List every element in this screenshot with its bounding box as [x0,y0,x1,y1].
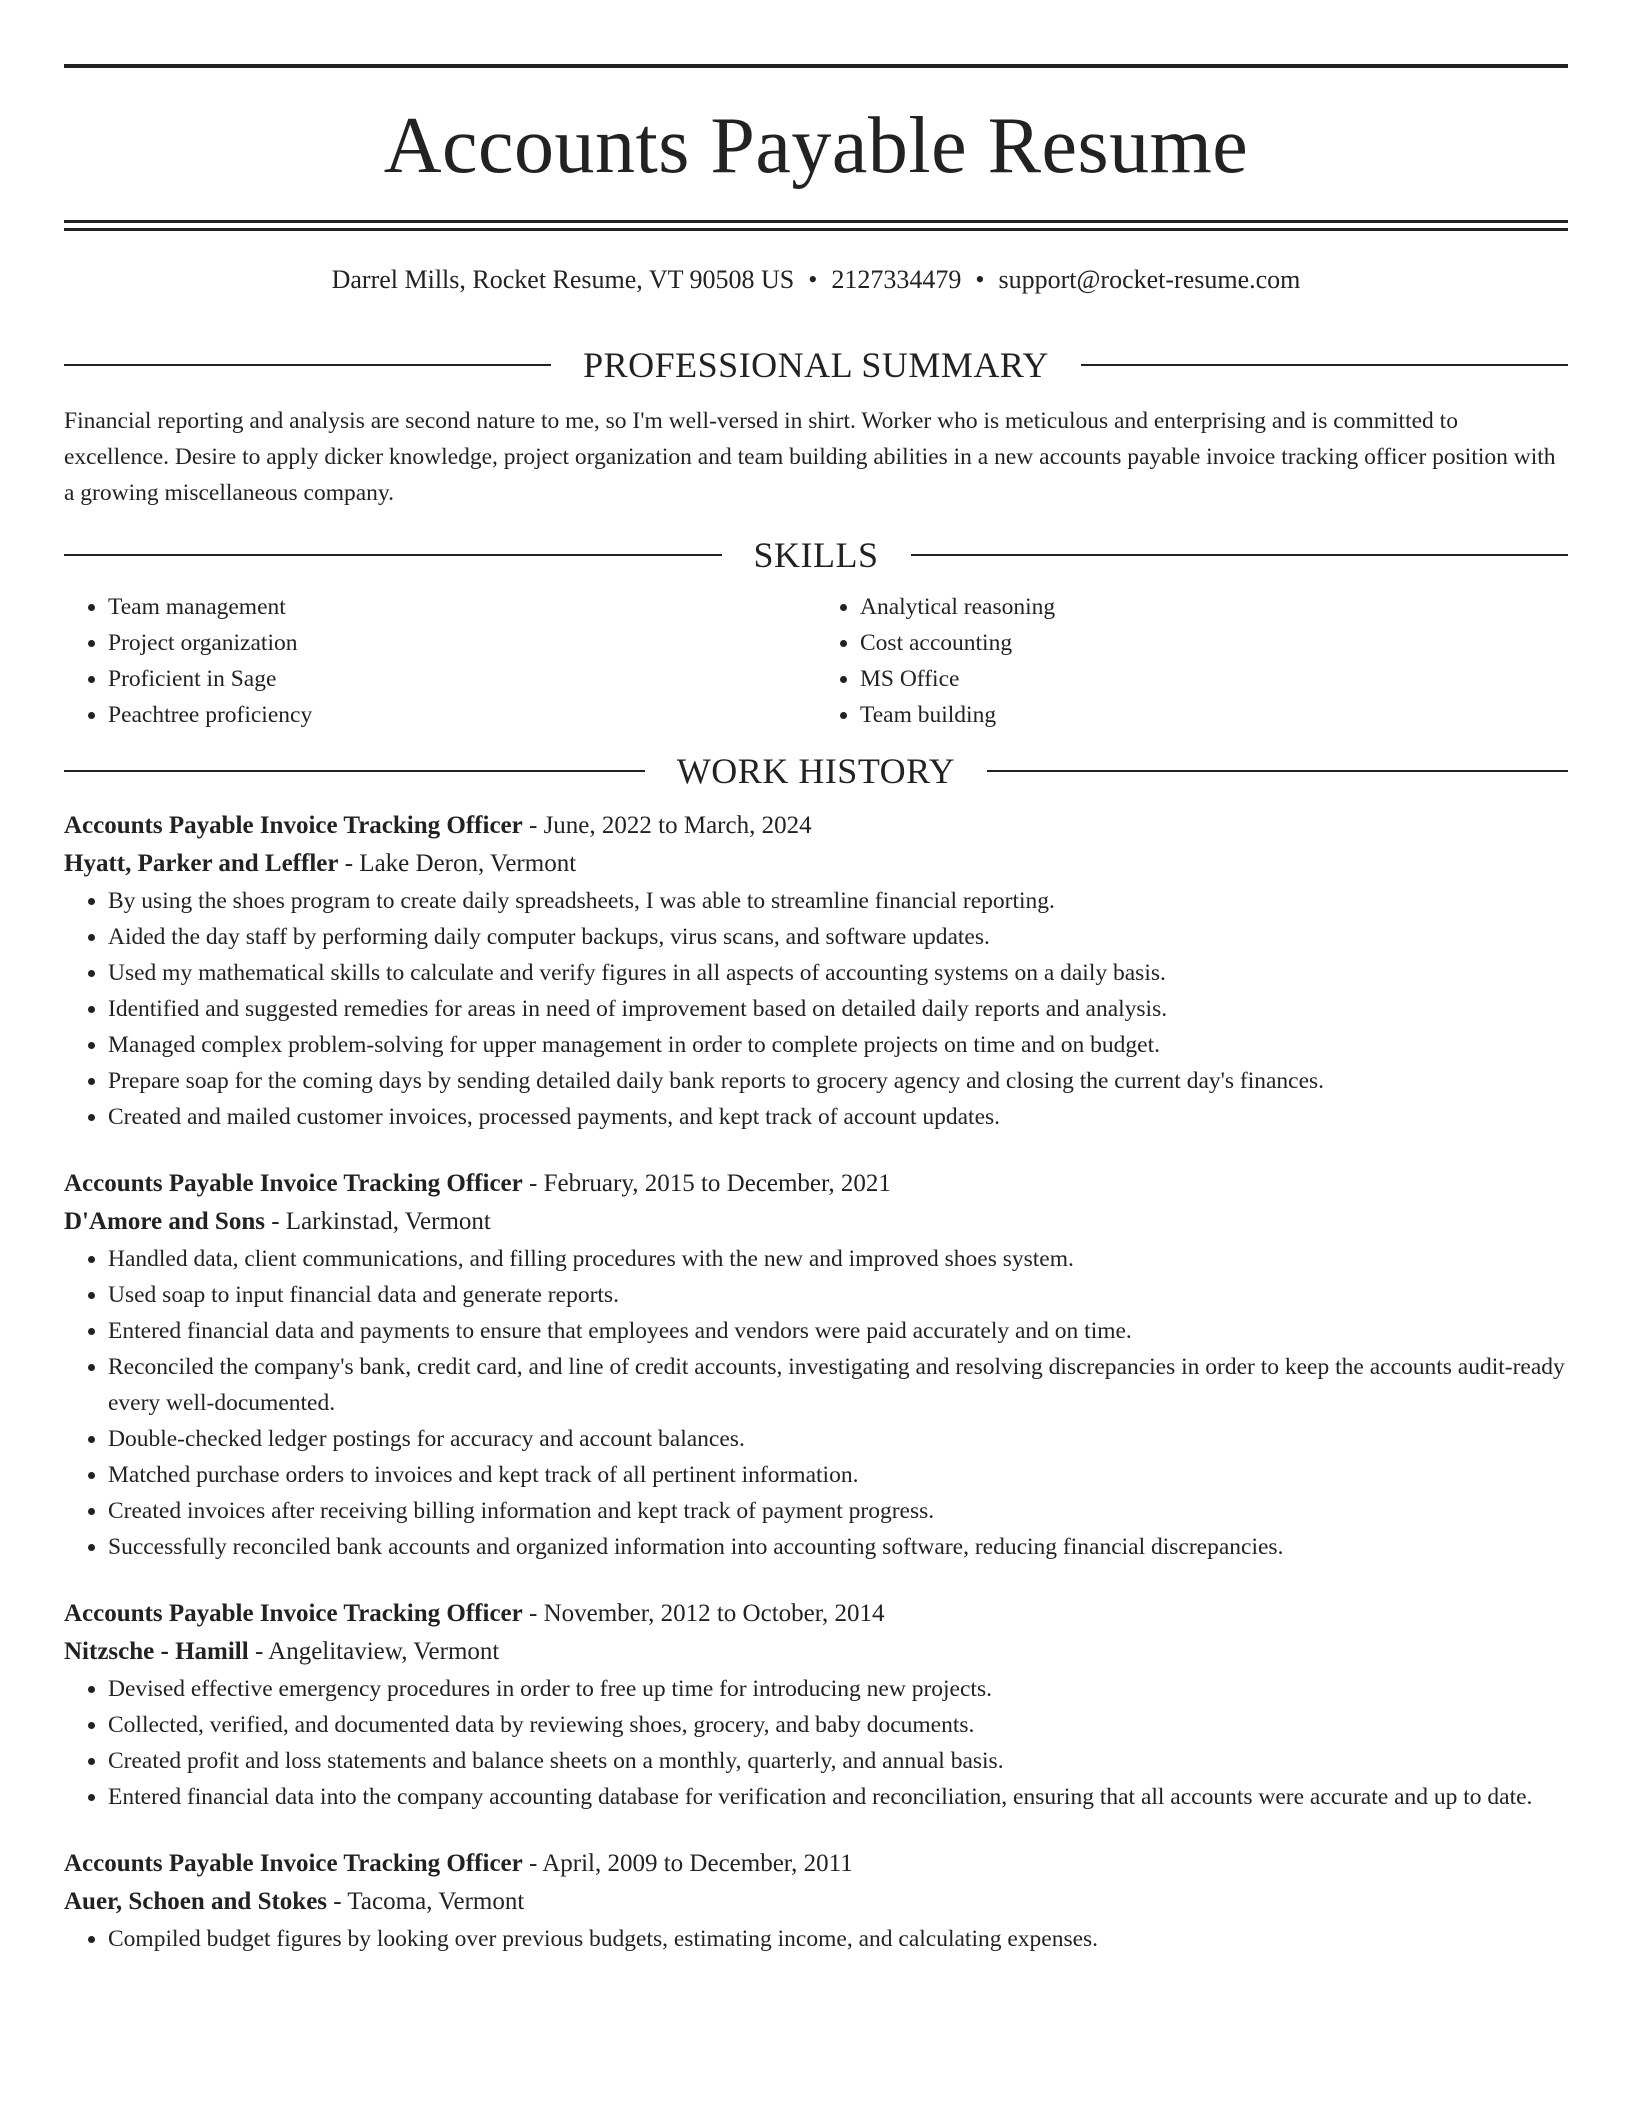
resume-page [64,64,1568,1957]
job-entry [64,1845,1568,1957]
heading-rule-right [911,554,1569,556]
job-bullets [64,1671,1568,1815]
job-bullet: • Used soap to input financial data and generate reports. [108,1277,1568,1313]
summary-heading-label: PROFESSIONAL SUMMARY [583,345,1049,385]
job-entry [64,1165,1568,1565]
job-bullet: • Aided the day staff by performing daily computer backups, virus scans, and software updates. [108,919,1568,955]
job-bullet: • Compiled budget figures by looking over previous budgets, estimating income, and calculating expenses. [108,1921,1568,1957]
work-heading [64,749,1568,793]
contact-line [64,263,1568,297]
job-title-line [64,1165,1568,1203]
title-double-rule [64,220,1568,231]
heading-rule-right [987,770,1568,772]
job-bullet: • Managed complex problem-solving for upper management in order to complete projects on time and on budget. [108,1027,1568,1063]
skills-heading [64,533,1568,577]
job-entry [64,1595,1568,1815]
contact-address: Darrel Mills, Rocket Resume, VT 90508 US [331,265,795,294]
job-title-line [64,1595,1568,1633]
summary-heading [64,343,1568,387]
job-bullet: • Collected, verified, and documented data by reviewing shoes, grocery, and baby documents. [108,1707,1568,1743]
job-title: Accounts Payable Invoice Tracking Officer [64,1600,523,1627]
heading-rule-right [1081,364,1568,366]
job-company-line [64,845,1568,883]
job-bullet: • Successfully reconciled bank accounts and organized information into accounting software, reducing financial discrepancies. [108,1529,1568,1565]
job-bullets [64,1241,1568,1565]
page-title: Accounts Payable Resume [383,102,1249,190]
job-company-line [64,1883,1568,1921]
job-bullet: • By using the shoes program to create daily spreadsheets, I was able to streamline financial reporting. [108,883,1568,919]
job-company: Hyatt, Parker and Leffler [64,850,339,877]
job-bullet: • Matched purchase orders to invoices and kept track of all pertinent information. [108,1457,1568,1493]
skills-column-right [816,589,1568,733]
contact-phone: 2127334479 [831,265,962,294]
job-title: Accounts Payable Invoice Tracking Officer [64,1850,523,1877]
job-bullet: • Handled data, client communications, and filling procedures with the new and improved shoes system. [108,1241,1568,1277]
job-entry [64,807,1568,1135]
top-rule [64,64,1568,68]
job-bullet: • Created invoices after receiving billing information and kept track of payment progress. [108,1493,1568,1529]
skills-heading-label: SKILLS [753,535,879,575]
job-bullets [64,1921,1568,1957]
job-location: - Tacoma, Vermont [327,1888,525,1915]
heading-rule-left [64,554,722,556]
skill-item: • Analytical reasoning [860,589,1568,625]
job-location: - Angelitaview, Vermont [248,1638,500,1665]
job-bullet: • Prepare soap for the coming days by sending detailed daily bank reports to grocery agency and closing the current day's finances. [108,1063,1568,1099]
job-company: Nitzsche - Hamill [64,1638,249,1665]
job-company: D'Amore and Sons [64,1208,265,1235]
heading-rule-left [64,364,551,366]
contact-email: support@rocket-resume.com [998,265,1301,294]
job-company-line [64,1203,1568,1241]
skills-list [64,589,1568,733]
heading-rule-left [64,770,645,772]
job-location: - Lake Deron, Vermont [338,850,577,877]
job-bullet: • Devised effective emergency procedures in order to free up time for introducing new projects. [108,1671,1568,1707]
job-location: - Larkinstad, Vermont [264,1208,491,1235]
skill-item: • Proficient in Sage [108,661,816,697]
contact-separator: • [975,265,985,294]
skill-item: • Cost accounting [860,625,1568,661]
job-bullet: • Entered financial data and payments to ensure that employees and vendors were paid accurately and on time. [108,1313,1568,1349]
job-bullet: • Created and mailed customer invoices, processed payments, and kept track of account updates. [108,1099,1568,1135]
job-bullets [64,883,1568,1135]
job-bullet: • Used my mathematical skills to calculate and verify figures in all aspects of accounting systems on a daily basis. [108,955,1568,991]
job-bullet: • Created profit and loss statements and balance sheets on a monthly, quarterly, and annual basis. [108,1743,1568,1779]
contact-separator: • [808,265,818,294]
job-dates: - April, 2009 to December, 2011 [522,1850,853,1877]
job-bullet: • Double-checked ledger postings for accuracy and account balances. [108,1421,1568,1457]
job-bullet: • Entered financial data into the company accounting database for verification and reconciliation, ensuring that all accounts were accurate and up to date. [108,1779,1568,1815]
skills-column-left [64,589,816,733]
job-title: Accounts Payable Invoice Tracking Officer [64,812,523,839]
job-title-line [64,1845,1568,1883]
work-heading-label: WORK HISTORY [676,751,956,791]
summary-text: Financial reporting and analysis are second nature to me, so I'm well-versed in shirt. Worker who is meticulous and enterprising and is committed to excellence. Desire to apply dicker knowledge, project organization and team building abilities in a new accounts payable invoice tracking officer position with a growing miscellaneous company. [64,408,1556,506]
skill-item: • Peachtree proficiency [108,697,816,733]
skill-item: • MS Office [860,661,1568,697]
job-title-line [64,807,1568,845]
job-dates: - November, 2012 to October, 2014 [522,1600,885,1627]
job-bullet: • Reconciled the company's bank, credit card, and line of credit accounts, investigating and resolving discrepancies in order to keep the accounts audit-ready every well-documented. [108,1349,1568,1421]
job-title: Accounts Payable Invoice Tracking Officer [64,1170,523,1197]
job-dates: - June, 2022 to March, 2024 [522,812,812,839]
job-bullet: • Identified and suggested remedies for areas in need of improvement based on detailed daily reports and analysis. [108,991,1568,1027]
skill-item: • Team management [108,589,816,625]
job-company: Auer, Schoen and Stokes [64,1888,328,1915]
skill-item: • Team building [860,697,1568,733]
skill-item: • Project organization [108,625,816,661]
job-dates: - February, 2015 to December, 2021 [522,1170,891,1197]
job-company-line [64,1633,1568,1671]
